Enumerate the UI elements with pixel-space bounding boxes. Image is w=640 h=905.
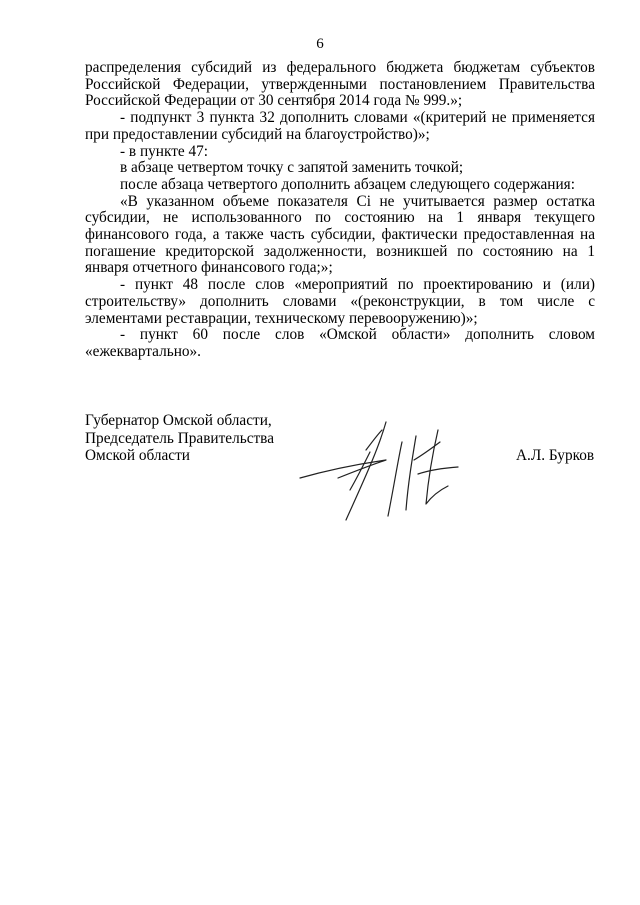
paragraph: в абзаце четвертом точку с запятой заменить точкой; — [120, 159, 464, 177]
signatory-title-line: Омской области — [85, 447, 190, 464]
paragraph: после абзаца четвертого дополнить абзацем следующего содержания: — [120, 175, 575, 193]
signatory-name: А.Л. Бурков — [516, 447, 595, 464]
paragraph: - пункт 60 после слов «Омской области» дополнить словом «ежеквартально». — [85, 326, 595, 360]
signatory-title-line: Председатель Правительства — [85, 429, 274, 447]
signatory-title-line: Губернатор Омской области, — [85, 412, 272, 429]
paragraph: «В указанном объеме показателя Ci не учитывается размер остатка субсидии, не использованного по состоянию на 1 января текущего финансового года, а также часть субсидии, фактически предоставленная на погашение кредиторской задолженности, возникшей по состоянию на 1 января отчетного финансового года;»; — [85, 192, 595, 277]
page-number: 6 — [316, 36, 324, 52]
paragraph: распределения субсидий из федерального бюджета бюджетам субъектов Российской Федерации, утвержденными постановлением Правительства Российской Федерации от 30 сентября 2014 года № 999.»; — [85, 59, 595, 110]
paragraph: - подпункт 3 пункта 32 дополнить словами «(критерий не применяется при предоставлении субсидий на благоустройство)»; — [85, 109, 595, 143]
paragraph: - пункт 48 после слов «мероприятий по проектированию и (или) строительству» дополнить словами «(реконструкции, в том числе с элементами реставрации, техническому перевооружению)»; — [85, 276, 595, 327]
signatory-title — [85, 412, 274, 465]
paragraph: - в пункте 47: — [120, 142, 209, 160]
document-body — [85, 60, 595, 361]
handwritten-signature — [298, 420, 468, 530]
